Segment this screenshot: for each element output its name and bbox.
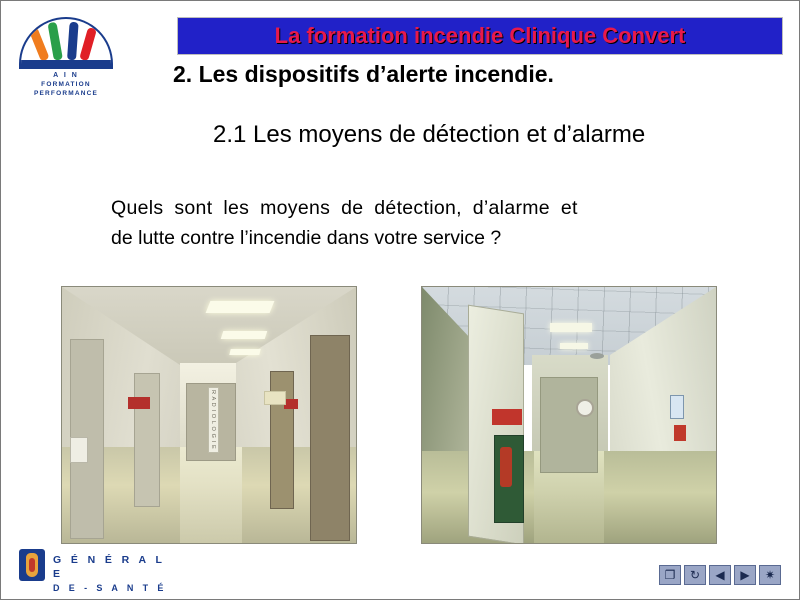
return-icon[interactable]: ↻ [684, 565, 706, 585]
logo-ain-formation-performance [19, 17, 113, 103]
section-heading: 2. Les dispositifs d’alerte incendie. [173, 61, 554, 87]
question-line-2: de lutte contre l’incendie dans votre service ? [111, 227, 502, 249]
subsection-heading: 2.1 Les moyens de détection et d’alarme [213, 121, 646, 148]
logo-stroke-orange [29, 27, 50, 62]
sun-icon[interactable]: ✷ [759, 565, 781, 585]
logo-gs-line-1: G É N É R A L E [53, 554, 166, 580]
logo-gs-mark-flame-inner [29, 558, 35, 572]
question-line-1: Quels sont les moyens de détection, d’alarme et [111, 197, 578, 219]
logo-gs-text [53, 553, 179, 595]
photo-right-extinguisher [500, 447, 512, 487]
slide-navigation-bar[interactable] [659, 565, 781, 585]
logo-ain-line-1: A I N [53, 72, 79, 79]
photo-left-wall-notice [70, 437, 88, 463]
photo-left-red-sign [128, 397, 150, 409]
photo-right-red-sign [674, 425, 686, 441]
photo-left-ceiling-lamp-3 [229, 349, 260, 355]
photo-right-blue-sign [670, 395, 684, 419]
logo-stroke-green [47, 22, 62, 61]
photo-right-smoke-detector [590, 353, 604, 359]
logo-gs-mark [19, 549, 45, 581]
photo-corridor-left [61, 286, 357, 544]
photo-right-ceiling-lamp-1 [550, 323, 592, 332]
logo-base-band [21, 60, 111, 69]
question-paragraph [111, 193, 711, 253]
photo-left-door-mid-left [134, 373, 160, 507]
logo-ain-line-2: FORMATION [41, 81, 91, 88]
photo-left-wall-plate [264, 391, 286, 405]
page-icon[interactable]: ❐ [659, 565, 681, 585]
logo-gs-line-2: D E - S A N T É [53, 583, 167, 593]
photo-left-floor-reflection [180, 447, 242, 543]
photo-left-vertical-sign: R A D I O L O G I E [208, 387, 219, 453]
slide-title-banner [177, 17, 783, 55]
photo-left-ceiling-lamp-1 [206, 301, 275, 313]
photo-right-wall-clock [576, 399, 594, 417]
slide-title-text: La formation incendie Clinique Convert [274, 23, 686, 48]
logo-stroke-blue [67, 22, 79, 61]
next-icon[interactable]: ▶ [734, 565, 756, 585]
logo-ain-text [19, 71, 113, 98]
previous-icon[interactable]: ◀ [709, 565, 731, 585]
photo-left-ceiling-lamp-2 [221, 331, 268, 339]
logo-stroke-red [79, 27, 97, 61]
logo-generale-de-sante [19, 549, 179, 593]
photo-left-red-sign-2 [284, 399, 298, 409]
logo-dome-shape [19, 17, 113, 69]
photo-left-door-near-right [310, 335, 350, 541]
photo-corridor-right [421, 286, 717, 544]
photo-right-ceiling-lamp-2 [560, 343, 588, 349]
logo-ain-line-3: PERFORMANCE [33, 90, 99, 97]
photo-right-extinguisher-sign [492, 409, 522, 425]
photo-right-far-door [540, 377, 598, 473]
